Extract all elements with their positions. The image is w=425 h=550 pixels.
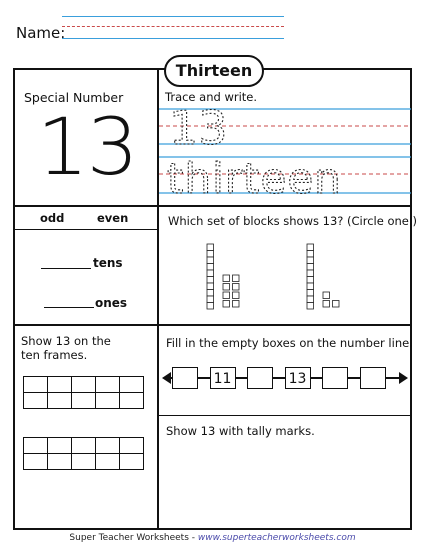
unit-cube (233, 284, 240, 291)
name-label: Name: (16, 24, 66, 42)
number-line-box-empty[interactable] (360, 367, 386, 389)
name-writing-line[interactable] (62, 38, 284, 39)
ten-frames-instruction: Show 13 on the ten frames. (21, 334, 111, 362)
number-line-instruction: Fill in the empty boxes on the number line. (166, 336, 413, 350)
unit-cube (223, 301, 230, 308)
ten-rod-cube (307, 283, 314, 290)
blocks-question: Which set of blocks shows 13? (Circle one.) (168, 214, 417, 228)
ten-frame-1[interactable] (23, 376, 144, 409)
ten-rod-cube (207, 290, 214, 297)
parity-divider (13, 229, 157, 230)
unit-cube (323, 301, 330, 308)
trace-instruction: Trace and write. (165, 90, 258, 104)
trace-writing-area[interactable] (159, 104, 411, 200)
ten-rod-cube (207, 277, 214, 284)
ten-rod-cube (307, 244, 314, 251)
number-line-box-empty[interactable] (322, 367, 348, 389)
unit-cube (333, 301, 340, 308)
number-line-box-empty[interactable] (172, 367, 198, 389)
ones-blank[interactable] (44, 307, 94, 308)
footer-url[interactable]: www.superteacherworksheets.com (197, 533, 356, 543)
ten-rod-cube (307, 270, 314, 277)
number-line-box-filled: 11 (210, 367, 236, 389)
ten-rod-cube (207, 257, 214, 264)
ten-rod-cube (307, 264, 314, 271)
unit-cube (233, 301, 240, 308)
block-set-a[interactable] (205, 242, 285, 314)
trace-numeral: 13 (169, 104, 228, 155)
ten-rod-cube (207, 303, 214, 310)
ten-rod-cube (207, 251, 214, 258)
ten-rod-cube (207, 270, 214, 277)
ten-rod-cube (307, 296, 314, 303)
unit-cube (233, 275, 240, 282)
block-set-b[interactable] (305, 242, 365, 314)
ten-rod-cube (307, 303, 314, 310)
trace-word: thirteen (167, 154, 342, 200)
ten-rod-cube (207, 264, 214, 271)
unit-cube (223, 284, 230, 291)
unit-cube (233, 292, 240, 299)
ten-rod-cube (307, 251, 314, 258)
ten-rod-cube (307, 290, 314, 297)
tally-area[interactable] (160, 440, 410, 528)
ten-rod-cube (207, 283, 214, 290)
number-line-box-filled: 13 (285, 367, 311, 389)
name-guide-top (62, 16, 284, 17)
even-option[interactable]: even (97, 211, 129, 225)
row-divider-1 (13, 205, 412, 207)
ten-rod-cube (307, 257, 314, 264)
right-arrow-icon (399, 372, 408, 384)
left-arrow-icon (162, 372, 171, 384)
ten-rod-cube (207, 296, 214, 303)
ten-rod-cube (207, 244, 214, 251)
footer (0, 533, 425, 543)
unit-cube (323, 292, 330, 299)
special-number-label: Special Number (24, 90, 124, 105)
page-title: Thirteen (164, 55, 264, 87)
unit-cube (223, 292, 230, 299)
footer-source: Super Teacher Worksheets - (69, 533, 198, 543)
tens-label: tens (93, 256, 123, 270)
tally-instruction: Show 13 with tally marks. (166, 424, 315, 438)
tally-divider (157, 415, 412, 416)
name-guide-mid (62, 26, 284, 27)
odd-option[interactable]: odd (40, 211, 65, 225)
ten-rod-cube (307, 277, 314, 284)
ones-label: ones (95, 296, 128, 310)
unit-cube (223, 275, 230, 282)
special-number: 13 (36, 103, 137, 193)
row-divider-2 (13, 324, 412, 326)
number-line-box-empty[interactable] (247, 367, 273, 389)
tens-blank[interactable] (41, 268, 91, 269)
ten-frame-2[interactable] (23, 437, 144, 470)
